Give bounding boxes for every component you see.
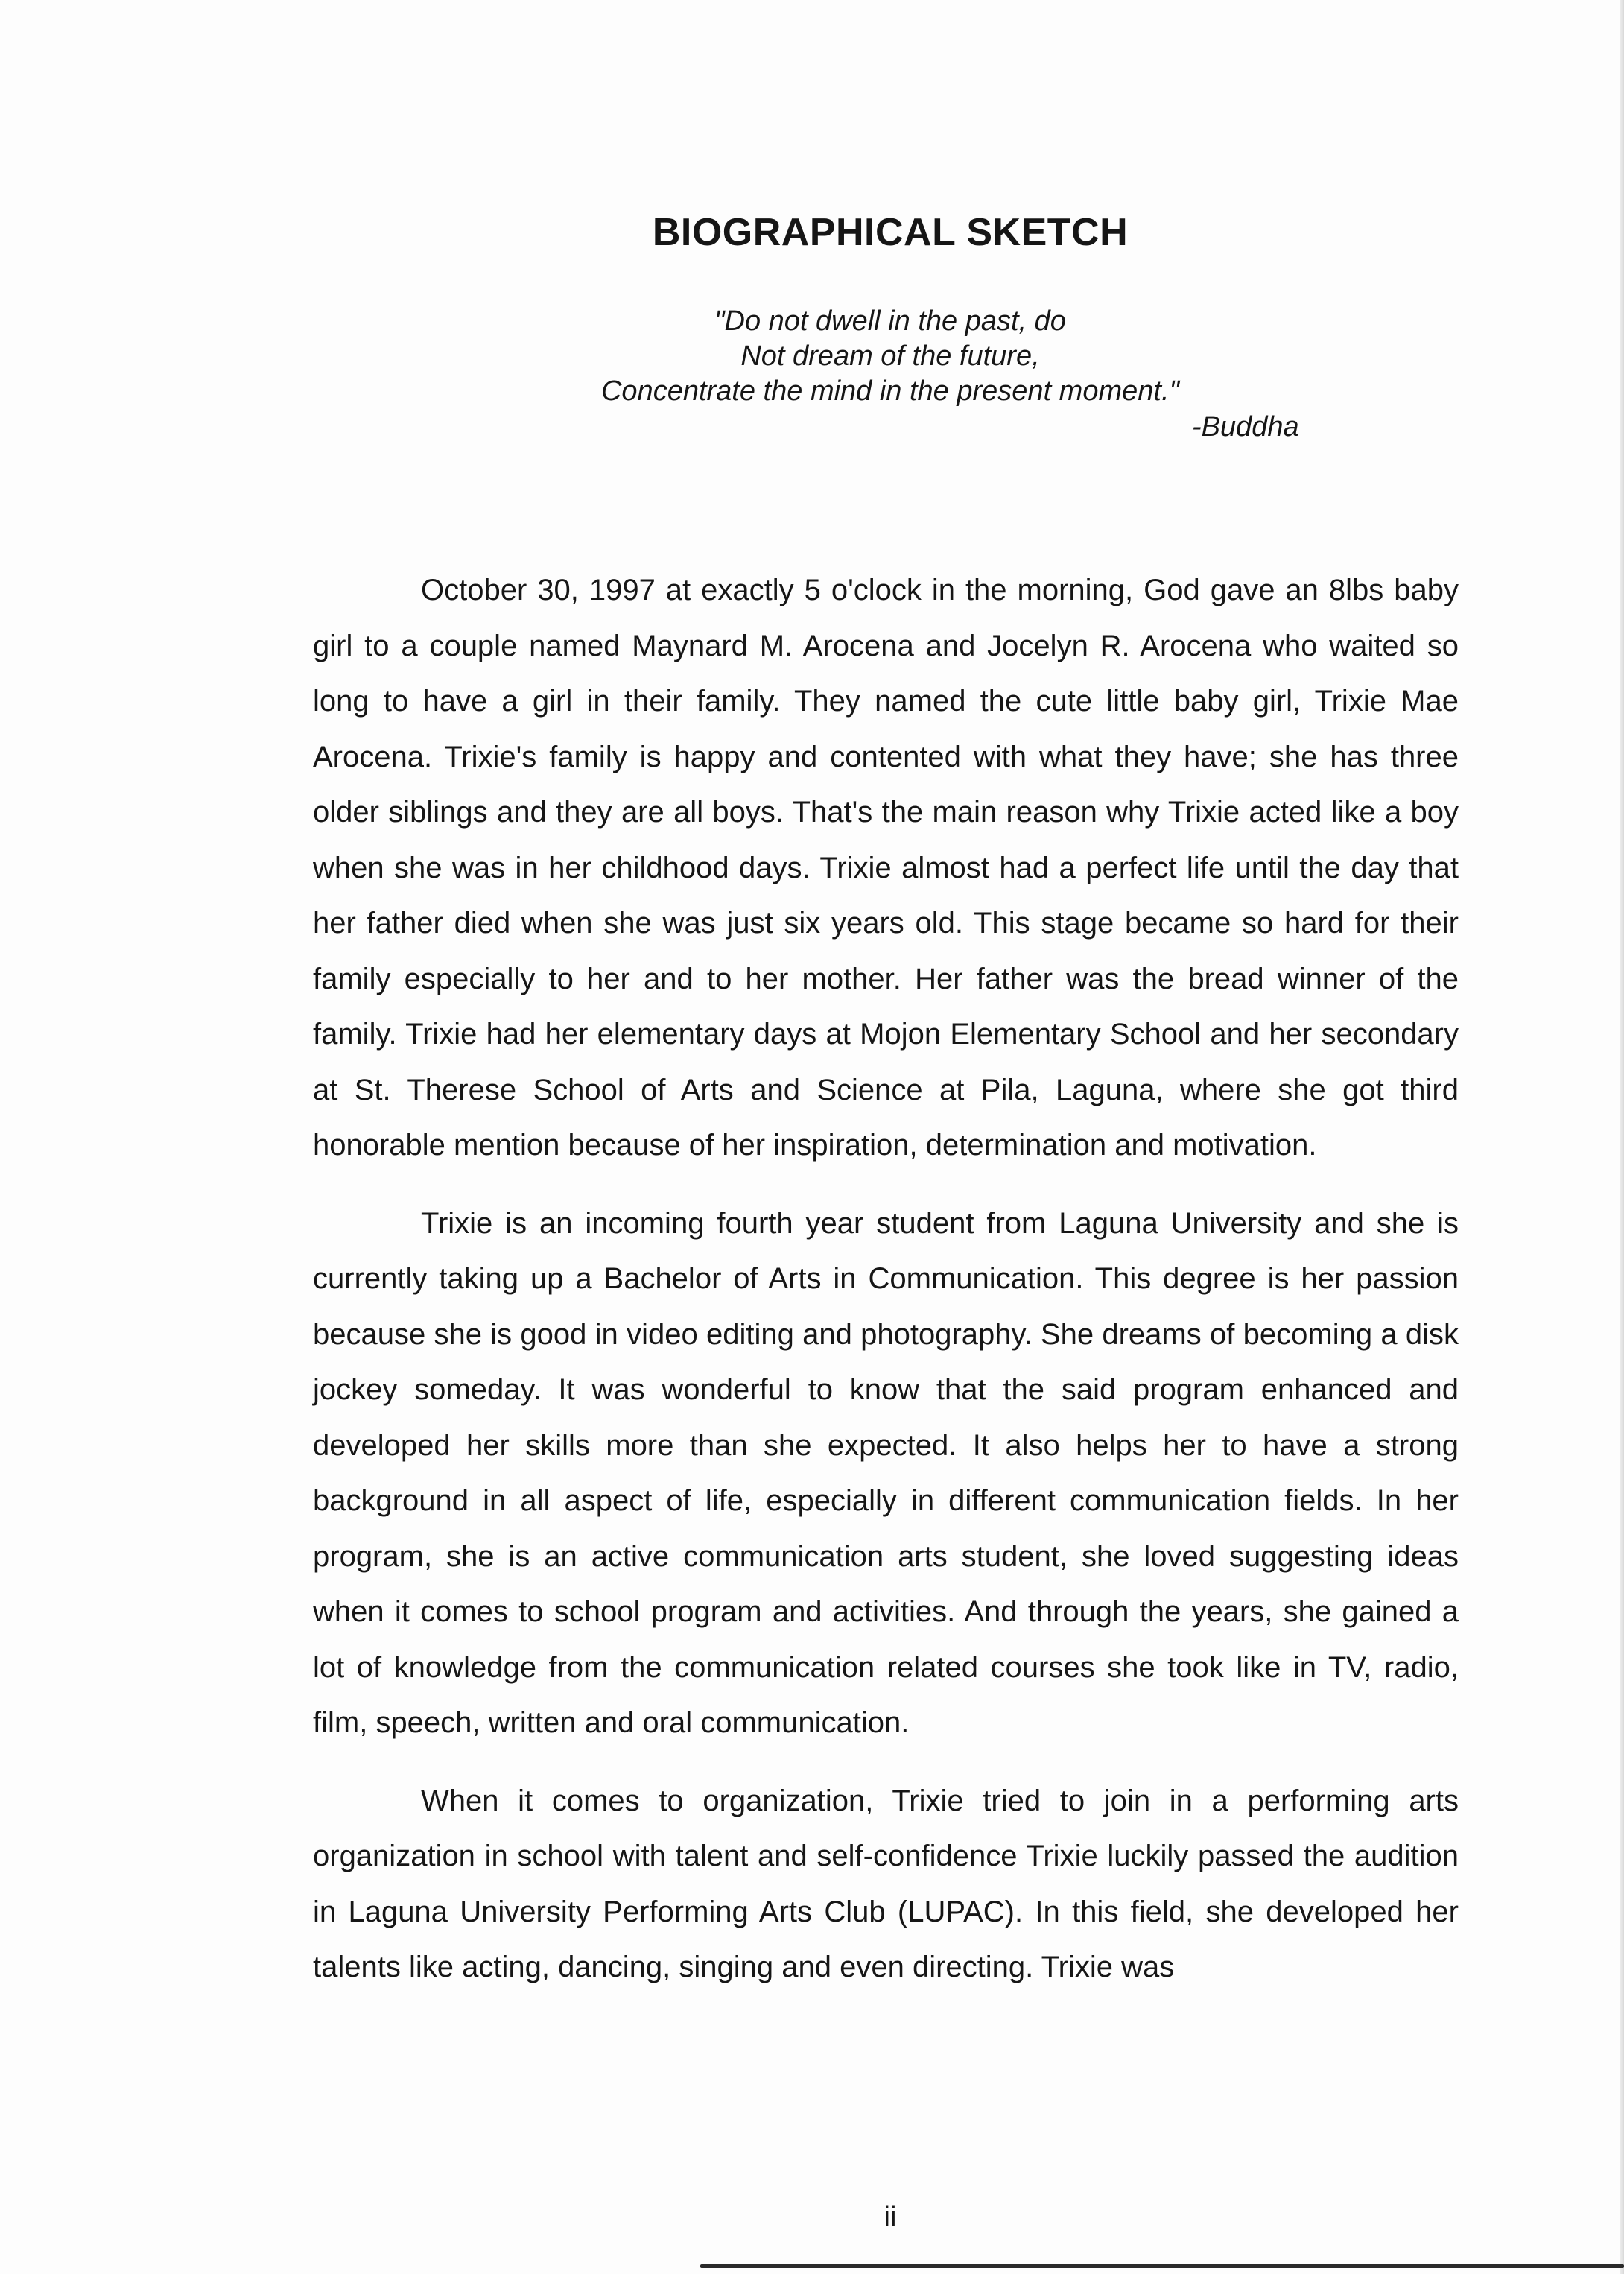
epigraph-line: Concentrate the mind in the present moment." <box>600 376 1179 407</box>
epigraph-line: "Do not dwell in the past, do <box>714 305 1066 337</box>
page-title: BIOGRAPHICAL SKETCH <box>652 211 1129 254</box>
paragraph: October 30, 1997 at exactly 5 o'clock in the morning, God gave an 8lbs baby girl to a couple named Maynard M. Arocena and Jocelyn R. Arocena who waited so long to have a girl in their family. They named the cute little baby girl, Trixie Mae Arocena. Trixie's family is happy and contented with what they have; she has three older siblings and they are all boys. That's the main reason why Trixie acted like a boy when she was in her childhood days. Trixie almost had a perfect life until the day that her father died when she was just six years old. This stage became so hard for their family especially to her and to her mother. Her father was the bread winner of the family. Trixie had her elementary days at Mojon Elementary School and her secondary at St. Therese School of Arts and Science at Pila, Laguna, where she got third honorable mention because of her inspiration, determination and motivation. <box>313 574 1459 1162</box>
paragraph: Trixie is an incoming fourth year student from Laguna University and she is currently taking up a Bachelor of Arts in Communication. This degree is her passion because she is good in video editing and photography. She dreams of becoming a disk jockey someday. It was wonderful to know that the said program enhanced and developed her skills more than she expected. It also helps her to have a strong background in all aspect of life, especially in different communication fields. In her program, she is an active communication arts student, she loved suggesting ideas when it comes to school program and activities. And through the years, she gained a lot of knowledge from the communication related courses she took like in TV, radio, film, speech, written and oral communication. <box>313 1206 1459 1739</box>
page-number: ii <box>884 2202 897 2233</box>
epigraph-attribution: -Buddha <box>1192 411 1299 443</box>
epigraph-line: Not dream of the future, <box>740 341 1040 372</box>
epigraph-quote <box>0 304 1624 409</box>
scan-edge-line <box>700 2264 1624 2268</box>
body-text <box>313 563 1459 2018</box>
paragraph: When it comes to organization, Trixie tried to join in a performing arts organization in school with talent and self-confidence Trixie luckily passed the audition in Laguna University Performing Arts Club (LUPAC). In this field, she developed her talents like acting, dancing, singing and even directing. Trixie was <box>313 1784 1459 1983</box>
